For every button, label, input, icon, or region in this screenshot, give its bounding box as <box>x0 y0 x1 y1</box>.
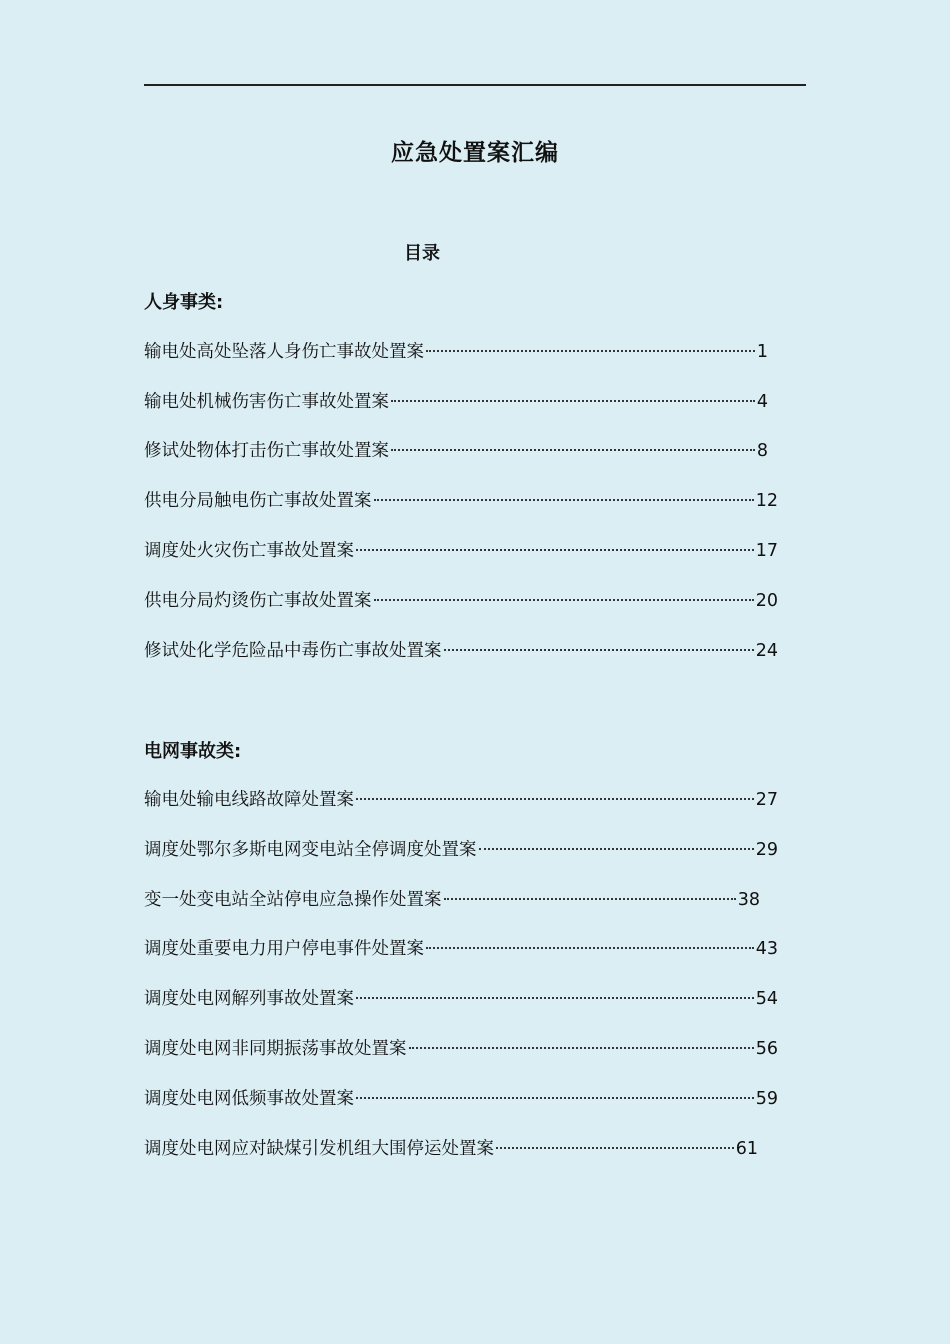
toc-entry-title: 调度处火灾伤亡事故处置案 <box>144 541 354 561</box>
toc-entry-title: 调度处重要电力用户停电事件处置案 <box>144 939 424 959</box>
dot-leader <box>391 400 755 402</box>
toc-entry[interactable] <box>144 1135 758 1159</box>
toc-entry-page: 54 <box>755 989 778 1009</box>
dot-leader <box>356 1097 754 1099</box>
dot-leader <box>496 1147 734 1149</box>
toc-entry[interactable] <box>144 1035 778 1059</box>
toc-entry-page: 17 <box>755 541 778 561</box>
toc-entry-title: 调度处鄂尔多斯电网变电站全停调度处置案 <box>144 840 477 860</box>
toc-entry-page: 12 <box>755 491 778 511</box>
toc-entry[interactable] <box>144 338 768 362</box>
toc-entry[interactable] <box>144 587 778 611</box>
toc-entry[interactable] <box>144 637 778 661</box>
dot-leader <box>426 350 755 352</box>
section-heading-personal: 人身事类: <box>144 292 224 313</box>
toc-entry[interactable] <box>144 388 768 412</box>
dot-leader <box>356 549 754 551</box>
toc-entry-page: 8 <box>756 441 768 461</box>
section-heading-grid: 电网事故类: <box>144 741 242 762</box>
toc-entry[interactable] <box>144 537 778 561</box>
toc-entry[interactable] <box>144 437 768 461</box>
toc-entry-title: 调度处电网解列事故处置案 <box>144 989 354 1009</box>
dot-leader <box>374 599 754 601</box>
toc-entry-page: 4 <box>756 392 768 412</box>
toc-entry-title: 修试处化学危险品中毒伤亡事故处置案 <box>144 641 442 661</box>
dot-leader <box>426 947 754 949</box>
dot-leader <box>444 898 736 900</box>
top-rule <box>144 84 806 86</box>
toc-entry-page: 27 <box>755 790 778 810</box>
toc-entry-title: 调度处电网应对缺煤引发机组大围停运处置案 <box>144 1139 494 1159</box>
document-title: 应急处置案汇编 <box>391 140 559 166</box>
toc-entry-page: 56 <box>755 1039 778 1059</box>
toc-entry[interactable] <box>144 1085 778 1109</box>
toc-entry-title: 输电处机械伤害伤亡事故处置案 <box>144 392 389 412</box>
dot-leader <box>374 499 754 501</box>
dot-leader <box>391 449 755 451</box>
dot-leader <box>479 848 754 850</box>
toc-entry-page: 43 <box>755 939 778 959</box>
dot-leader <box>444 649 754 651</box>
toc-entry-page: 20 <box>755 591 778 611</box>
toc-entry[interactable] <box>144 935 778 959</box>
dot-leader <box>356 997 754 999</box>
toc-entry-title: 调度处电网低频事故处置案 <box>144 1089 354 1109</box>
toc-entry[interactable] <box>144 786 778 810</box>
toc-entry-title: 供电分局灼烫伤亡事故处置案 <box>144 591 372 611</box>
toc-entry[interactable] <box>144 836 778 860</box>
toc-entry-page: 61 <box>735 1139 758 1159</box>
toc-entry-page: 1 <box>756 342 768 362</box>
toc-entry-title: 修试处物体打击伤亡事故处置案 <box>144 441 389 461</box>
dot-leader <box>356 798 754 800</box>
toc-entry[interactable] <box>144 886 760 910</box>
toc-entry-page: 38 <box>737 890 760 910</box>
toc-entry-title: 变一处变电站全站停电应急操作处置案 <box>144 890 442 910</box>
toc-entry-page: 59 <box>755 1089 778 1109</box>
toc-heading: 目录 <box>404 243 440 264</box>
toc-entry-title: 输电处输电线路故障处置案 <box>144 790 354 810</box>
toc-entry[interactable] <box>144 985 778 1009</box>
dot-leader <box>409 1047 754 1049</box>
toc-entry-title: 输电处高处坠落人身伤亡事故处置案 <box>144 342 424 362</box>
toc-entry-page: 24 <box>755 641 778 661</box>
toc-entry-page: 29 <box>755 840 778 860</box>
toc-entry[interactable] <box>144 487 778 511</box>
toc-entry-title: 供电分局触电伤亡事故处置案 <box>144 491 372 511</box>
toc-entry-title: 调度处电网非同期振荡事故处置案 <box>144 1039 407 1059</box>
